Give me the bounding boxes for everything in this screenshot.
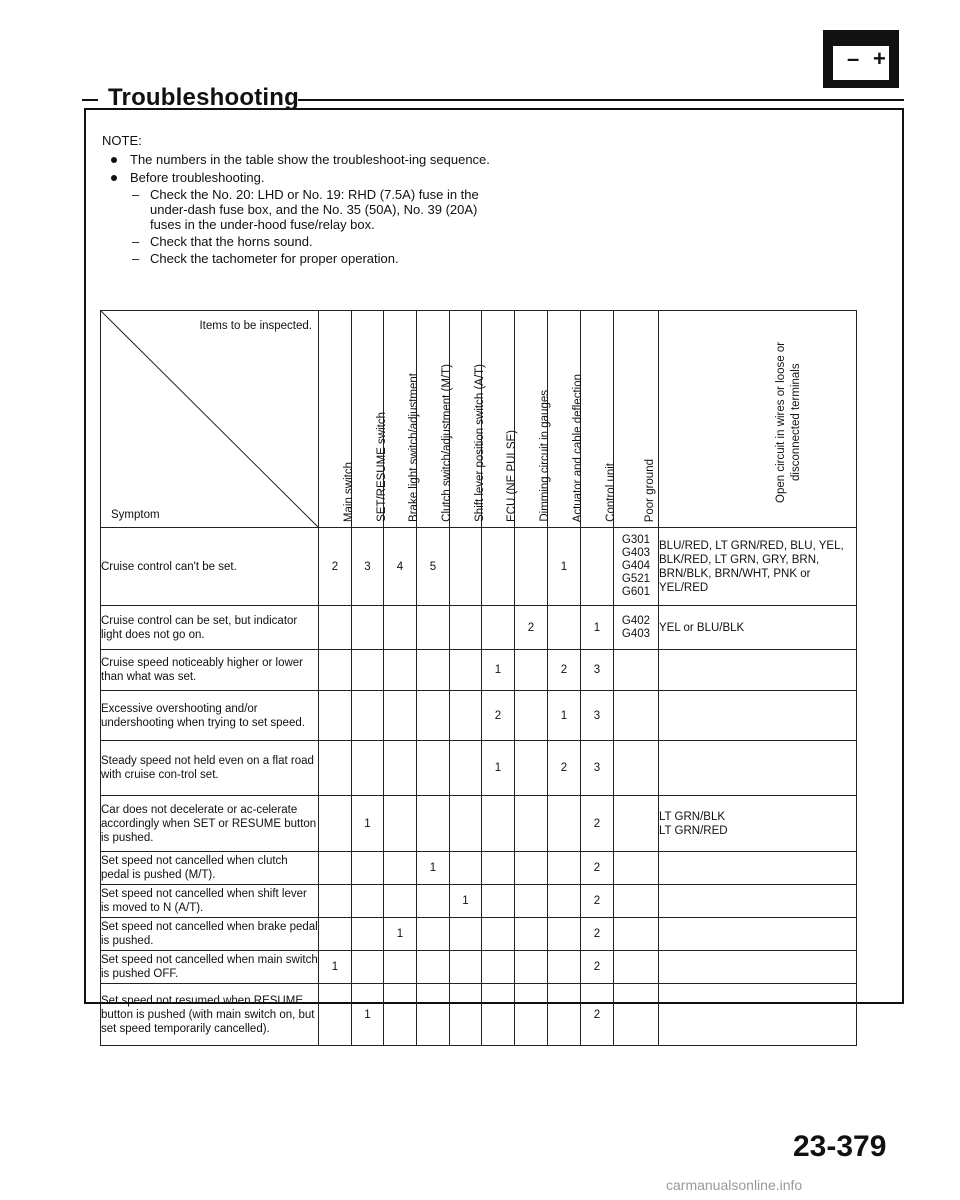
symptom-cell: Set speed not cancelled when brake pedal is pushed.: [101, 918, 319, 951]
symptom-cell: Cruise control can't be set.: [101, 528, 319, 606]
sequence-cell: 1: [482, 741, 515, 796]
column-header: [482, 311, 518, 528]
sequence-cell: [482, 918, 515, 951]
sequence-cell: [417, 885, 450, 918]
sequence-cell: [352, 918, 384, 951]
sequence-cell: 3: [581, 741, 614, 796]
sequence-cell: 2: [548, 741, 581, 796]
note-checks: [130, 187, 492, 266]
note-bullet: The numbers in the table show the troubleshoot-ing sequence.: [102, 152, 492, 167]
sequence-cell: [384, 852, 417, 885]
sequence-cell: [515, 918, 548, 951]
sequence-cell: [384, 650, 417, 691]
column-header-label: ECU (NE PULSE): [506, 429, 518, 522]
ground-cell: [614, 741, 659, 796]
column-header: [450, 311, 486, 528]
sequence-cell: [384, 691, 417, 741]
sequence-cell: [352, 741, 384, 796]
battery-post-positive: [869, 38, 879, 46]
column-header-label: Main switch: [343, 461, 355, 522]
ground-cell: [614, 951, 659, 984]
symptom-cell: Cruise speed noticeably higher or lower than what was set.: [101, 650, 319, 691]
sequence-cell: [319, 796, 352, 852]
note-bullet-text: Before troubleshooting.: [130, 170, 265, 185]
sequence-cell: 1: [482, 650, 515, 691]
note-bullets: [102, 152, 492, 266]
sequence-cell: [450, 852, 482, 885]
wire-cell: LT GRN/BLK LT GRN/RED: [659, 796, 857, 852]
column-header: [352, 311, 388, 528]
wire-cell: BLU/RED, LT GRN/RED, BLU, YEL, BLK/RED, LT GRN, GRY, BRN, BRN/BLK, BRN/WHT, PNK or YEL/RED: [659, 528, 857, 606]
battery-plus-sign: +: [873, 46, 886, 71]
sequence-cell: 1: [450, 885, 482, 918]
table-row: [101, 852, 857, 885]
sequence-cell: [515, 951, 548, 984]
sequence-cell: [384, 984, 417, 1046]
ground-cell: [614, 852, 659, 885]
column-header: [384, 311, 420, 528]
column-header-label: Actuator and cable deflection: [572, 373, 584, 522]
battery-window: [833, 46, 889, 80]
sequence-cell: [450, 606, 482, 650]
sequence-cell: [352, 852, 384, 885]
wire-cell: [659, 650, 857, 691]
column-header-label: Poor ground: [644, 458, 656, 522]
note-check-item: – Check that the horns sound.: [130, 234, 492, 249]
sequence-cell: 1: [384, 918, 417, 951]
sequence-cell: [482, 984, 515, 1046]
sequence-cell: [548, 918, 581, 951]
sequence-cell: 2: [581, 918, 614, 951]
sequence-cell: 2: [319, 528, 352, 606]
sequence-cell: [417, 691, 450, 741]
sequence-cell: [352, 650, 384, 691]
sequence-cell: [515, 528, 548, 606]
sequence-cell: [548, 984, 581, 1046]
watermark: carmanualsonline.info: [666, 1177, 803, 1193]
sequence-cell: [417, 650, 450, 691]
column-header-label: SET/RESUME switch: [375, 412, 388, 522]
sequence-cell: [482, 852, 515, 885]
sequence-cell: [319, 741, 352, 796]
sequence-cell: [515, 691, 548, 741]
sequence-cell: [515, 852, 548, 885]
sequence-cell: 1: [319, 951, 352, 984]
symptom-label: Symptom: [111, 509, 160, 521]
note-check-item: – Check the tachometer for proper operation.: [130, 251, 492, 266]
sequence-cell: [450, 984, 482, 1046]
items-label: Items to be inspected.: [199, 320, 312, 332]
column-header: [319, 311, 355, 528]
column-header-label: Clutch switch/adjustment (M/T): [441, 364, 453, 522]
sequence-cell: 2: [581, 852, 614, 885]
note-label: NOTE:: [102, 133, 142, 148]
sequence-cell: [352, 885, 384, 918]
sequence-cell: [319, 691, 352, 741]
note-check-item: – Check the No. 20: LHD or No. 19: RHD (7.5A) fuse in the under-dash fuse box, and the No. 35 (50A), No. 39 (20A) fuses in the under-hood fuse/relay box.: [130, 187, 492, 232]
sequence-cell: [450, 918, 482, 951]
sequence-cell: [417, 796, 450, 852]
sequence-cell: [450, 650, 482, 691]
sequence-cell: [548, 885, 581, 918]
sequence-cell: 5: [417, 528, 450, 606]
sequence-cell: [319, 885, 352, 918]
table-header-row: [101, 311, 857, 528]
title-rule-right: [298, 99, 904, 101]
wire-cell: [659, 741, 857, 796]
ground-cell: [614, 691, 659, 741]
table-row: [101, 951, 857, 984]
sequence-cell: [384, 796, 417, 852]
symptom-cell: Set speed not resumed when RESUME button is pushed (with main switch on, but set speed temporarily cancelled).: [101, 984, 319, 1046]
table-row: [101, 691, 857, 741]
sequence-cell: [482, 796, 515, 852]
wire-cell: [659, 918, 857, 951]
sequence-cell: [319, 852, 352, 885]
ground-cell: G301 G403 G404 G521 G601: [614, 528, 659, 606]
sequence-cell: [450, 528, 482, 606]
ground-cell: [614, 796, 659, 852]
sequence-cell: [450, 691, 482, 741]
sequence-cell: 2: [482, 691, 515, 741]
table-row: [101, 741, 857, 796]
sequence-cell: 2: [581, 796, 614, 852]
title-rule-left: [82, 99, 98, 101]
sequence-cell: [482, 606, 515, 650]
symptom-cell: Steady speed not held even on a flat road with cruise con-trol set.: [101, 741, 319, 796]
symptom-cell: Excessive overshooting and/or undershooting when trying to set speed.: [101, 691, 319, 741]
sequence-cell: [384, 951, 417, 984]
ground-cell: [614, 650, 659, 691]
ground-cell: [614, 918, 659, 951]
sequence-cell: 2: [515, 606, 548, 650]
sequence-cell: [352, 691, 384, 741]
column-header: [614, 311, 659, 528]
sequence-cell: [384, 606, 417, 650]
sequence-cell: [482, 885, 515, 918]
sequence-cell: 2: [581, 885, 614, 918]
sequence-cell: [417, 984, 450, 1046]
sequence-cell: 1: [417, 852, 450, 885]
sequence-cell: 2: [548, 650, 581, 691]
sequence-cell: [384, 741, 417, 796]
sequence-cell: [482, 951, 515, 984]
sequence-cell: [450, 796, 482, 852]
column-header: [581, 311, 617, 528]
sequence-cell: [515, 650, 548, 691]
wire-cell: [659, 885, 857, 918]
column-header-label: Control unit: [605, 463, 617, 522]
sequence-cell: [548, 606, 581, 650]
table-row: [101, 984, 857, 1046]
wire-cell: [659, 852, 857, 885]
sequence-cell: [384, 885, 417, 918]
table-row: [101, 918, 857, 951]
sequence-cell: [548, 852, 581, 885]
symptom-cell: Set speed not cancelled when main switch is pushed OFF.: [101, 951, 319, 984]
battery-post-negative: [843, 38, 853, 46]
column-header-label: Shift lever position switch (A/T): [473, 364, 486, 522]
column-header: [417, 311, 453, 528]
wire-cell: [659, 691, 857, 741]
ground-cell: [614, 885, 659, 918]
sequence-cell: 1: [548, 691, 581, 741]
column-header: [659, 311, 857, 528]
column-header: [515, 311, 551, 528]
ground-cell: [614, 984, 659, 1046]
sequence-cell: [581, 528, 614, 606]
wire-cell: YEL or BLU/BLK: [659, 606, 857, 650]
page-number: 23-379: [793, 1130, 887, 1163]
sequence-cell: [319, 984, 352, 1046]
sequence-cell: [417, 918, 450, 951]
sequence-cell: [515, 741, 548, 796]
column-header-label: Open circuit in wires or loose or disconnected terminals: [774, 341, 802, 503]
ground-cell: G402 G403: [614, 606, 659, 650]
sequence-cell: 1: [352, 796, 384, 852]
sequence-cell: [417, 951, 450, 984]
sequence-cell: [319, 650, 352, 691]
note-bullet: [102, 170, 492, 266]
sequence-cell: 1: [352, 984, 384, 1046]
sequence-cell: 2: [581, 951, 614, 984]
table-row: [101, 528, 857, 606]
sequence-cell: [417, 606, 450, 650]
symptom-cell: Cruise control can be set, but indicator light does not go on.: [101, 606, 319, 650]
sequence-cell: [319, 918, 352, 951]
sequence-cell: [352, 606, 384, 650]
table-row: [101, 796, 857, 852]
sequence-cell: [319, 606, 352, 650]
battery-minus-sign: –: [847, 46, 860, 71]
sequence-cell: [482, 528, 515, 606]
header-corner: [101, 311, 319, 528]
sequence-cell: [515, 885, 548, 918]
diagonal-line: [101, 311, 318, 527]
wire-cell: [659, 984, 857, 1046]
sequence-cell: 2: [581, 984, 614, 1046]
troubleshooting-table: [100, 310, 857, 1046]
sequence-cell: 1: [581, 606, 614, 650]
column-header-label: Brake light switch/adjustment: [408, 373, 420, 522]
note-section: [102, 133, 492, 269]
symptom-cell: Car does not decelerate or ac-celerate accordingly when SET or RESUME button is pushed.: [101, 796, 319, 852]
page-title: Troubleshooting: [108, 84, 299, 111]
sequence-cell: 3: [352, 528, 384, 606]
column-header-label: Dimming circuit in gauges: [539, 390, 551, 522]
sequence-cell: [515, 796, 548, 852]
sequence-cell: [450, 951, 482, 984]
sequence-cell: [515, 984, 548, 1046]
table-row: [101, 606, 857, 650]
sequence-cell: 3: [581, 691, 614, 741]
table-row: [101, 650, 857, 691]
sequence-cell: [548, 796, 581, 852]
sequence-cell: 1: [548, 528, 581, 606]
sequence-cell: 3: [581, 650, 614, 691]
battery-icon: [823, 30, 899, 88]
symptom-cell: Set speed not cancelled when shift lever is moved to N (A/T).: [101, 885, 319, 918]
column-header: [548, 311, 584, 528]
table-row: [101, 885, 857, 918]
sequence-cell: [417, 741, 450, 796]
symptom-cell: Set speed not cancelled when clutch pedal is pushed (M/T).: [101, 852, 319, 885]
sequence-cell: [450, 741, 482, 796]
sequence-cell: [352, 951, 384, 984]
sequence-cell: [548, 951, 581, 984]
wire-cell: [659, 951, 857, 984]
sequence-cell: 4: [384, 528, 417, 606]
